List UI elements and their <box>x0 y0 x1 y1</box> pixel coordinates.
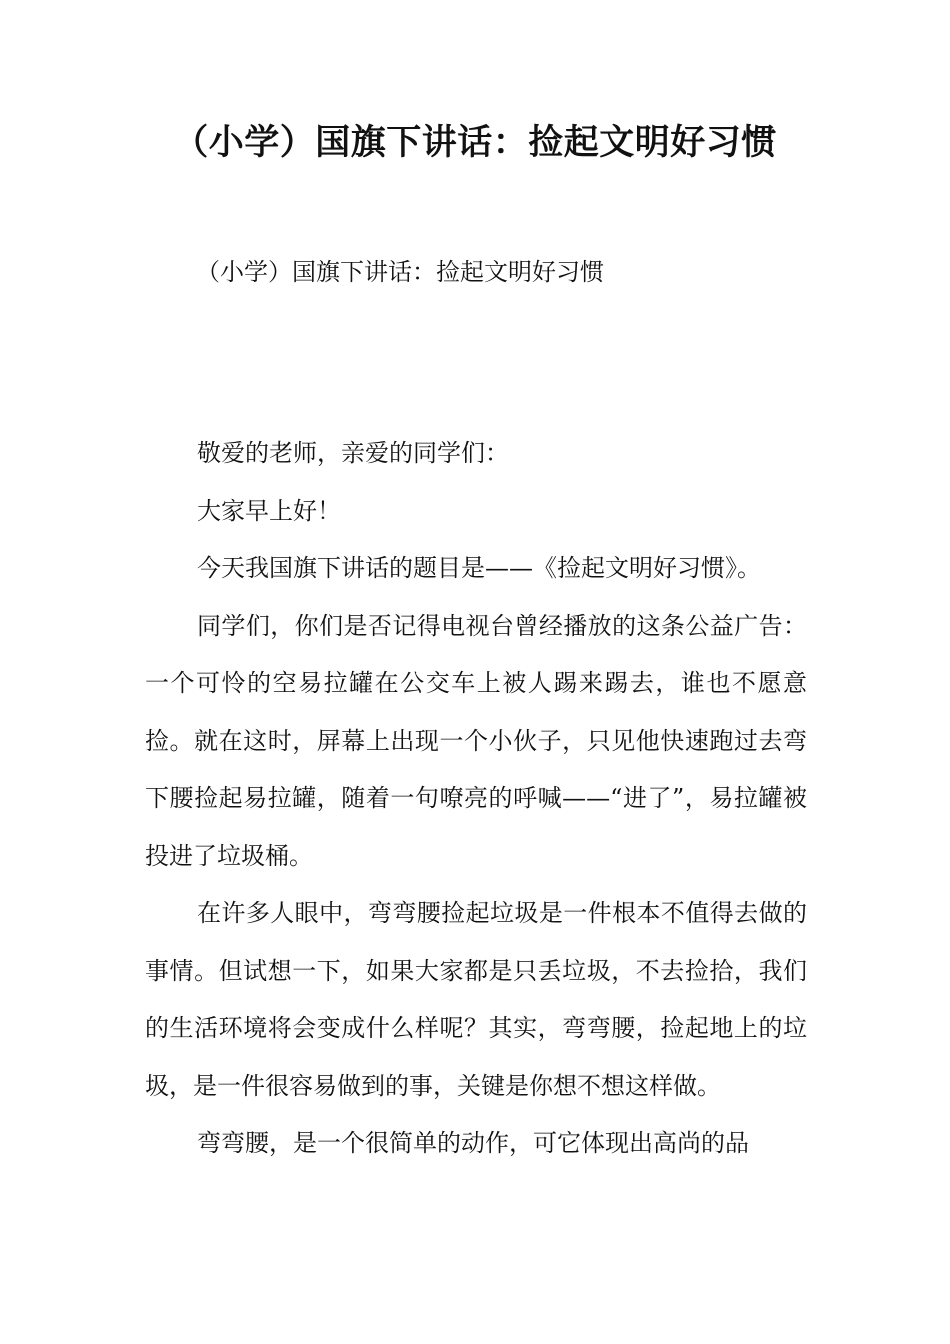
document-title: （小学）国旗下讲话：捡起文明好习惯 <box>173 123 777 163</box>
paragraph-topic: 今天我国旗下讲话的题目是——《捡起文明好习惯》。 <box>197 554 761 582</box>
document-body <box>145 425 807 1173</box>
paragraph-ad-story: 同学们，你们是否记得电视台曾经播放的这条公益广告：一个可怜的空易拉罐在公交车上被人踢来踢去，谁也不愿意捡。就在这时，屏幕上出现一个小伙子，只见他快速跑过去弯下腰捡起易拉罐，随着一句嘹亮的呼喊——“进了”，易拉罐被投进了垃圾桶。 <box>145 611 807 870</box>
paragraph-salutation: 敬爱的老师，亲爱的同学们： <box>197 439 509 467</box>
paragraph-bend-down: 弯弯腰，是一个很简单的动作，可它体现出高尚的品 <box>197 1129 749 1157</box>
paragraph-reflection: 在许多人眼中，弯弯腰捡起垃圾是一件根本不值得去做的事情。但试想一下，如果大家都是只丢垃圾，不去捡拾，我们的生活环境将会变成什么样呢？其实，弯弯腰，捡起地上的垃圾，是一件很容易做到的事，关键是你想不想这样做。 <box>145 899 807 1100</box>
document-subtitle: （小学）国旗下讲话：捡起文明好习惯 <box>196 258 604 286</box>
paragraph-greeting: 大家早上好！ <box>197 496 341 525</box>
